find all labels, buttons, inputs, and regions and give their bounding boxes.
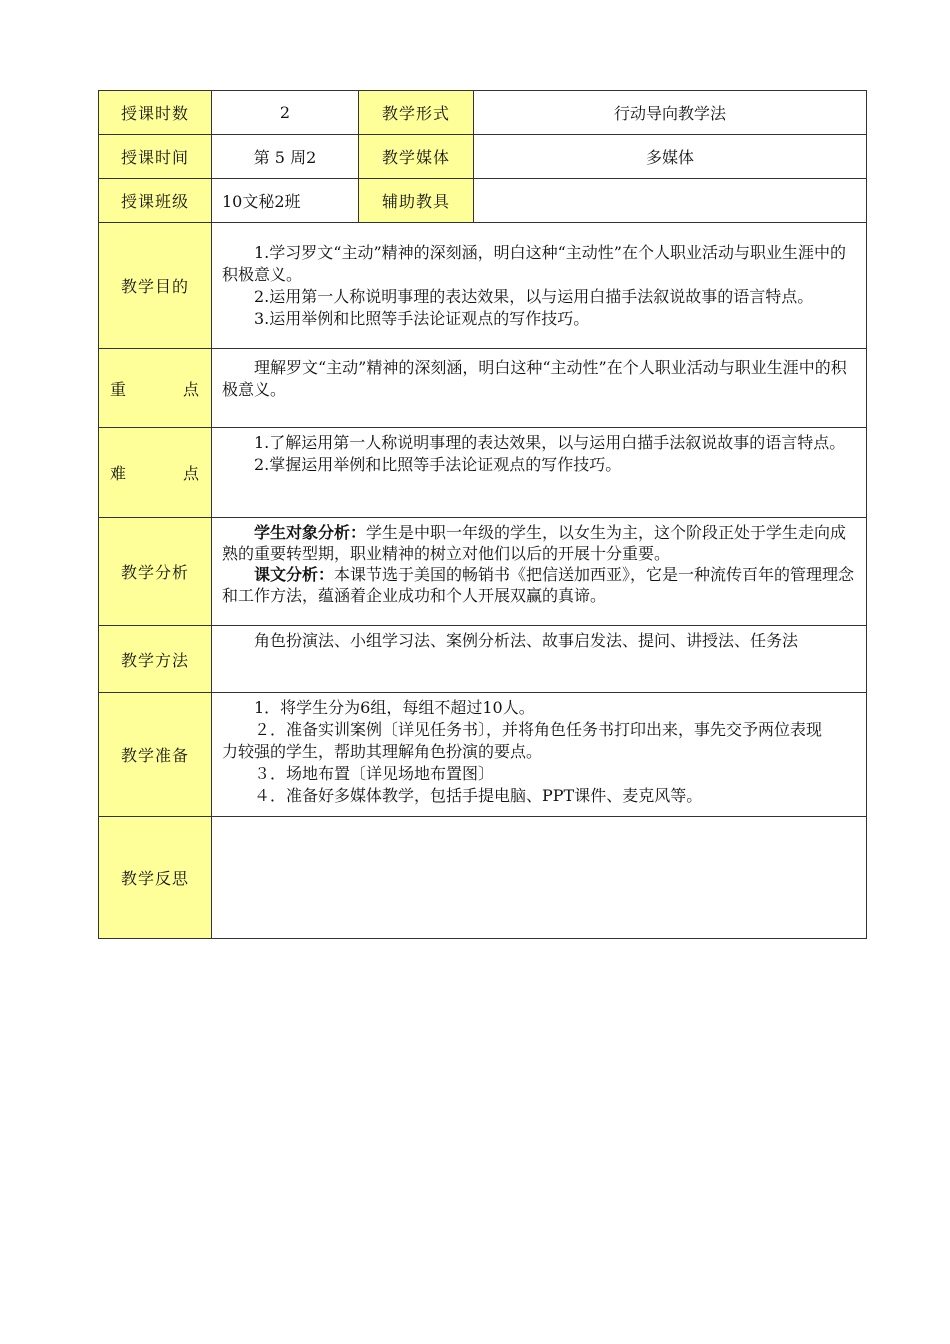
methods-label: 教学方法 xyxy=(99,626,212,693)
key-points-content xyxy=(212,349,867,428)
reflection-content xyxy=(212,817,867,939)
difficulty-item: 2.掌握运用举例和比照等手法论证观点的写作技巧。 xyxy=(254,455,622,474)
text-analysis-text: 本课节选于美国的畅销书《把信送加西亚》，它是一种流传百年的管理理念和工作方法，蕴涵着企业成功和个人开展双赢的真谛。 xyxy=(222,565,855,605)
student-analysis-text: 学生是中职一年级的学生，以女生为主，这个阶段正处于学生走向成熟的重要转型期，职业精神的树立对他们以后的开展十分重要。 xyxy=(222,523,847,563)
objectives-content xyxy=(212,223,867,349)
difficulty-item: 1.了解运用第一人称说明事理的表达效果，以与运用白描手法叙说故事的语言特点。 xyxy=(254,433,846,452)
objectives-label: 教学目的 xyxy=(99,223,212,349)
aids-value xyxy=(474,179,867,223)
reflection-label: 教学反思 xyxy=(99,817,212,939)
form-label: 教学形式 xyxy=(359,91,474,135)
time-label: 授课时间 xyxy=(99,135,212,179)
row-methods xyxy=(99,626,867,693)
aids-label: 辅助教具 xyxy=(359,179,474,223)
methods-text: 角色扮演法、小组学习法、案例分析法、故事启发法、提问、讲授法、任务法 xyxy=(254,631,799,650)
text-analysis xyxy=(222,564,856,606)
preparation-item: ４．准备好多媒体教学，包括手提电脑、PPT课件、麦克风等。 xyxy=(254,786,703,805)
objective-item: 2.运用第一人称说明事理的表达效果，以与运用白描手法叙说故事的语言特点。 xyxy=(254,286,814,306)
row-preparation xyxy=(99,693,867,817)
row-class xyxy=(99,179,867,223)
preparation-content xyxy=(212,693,867,817)
key-points-label: 重 点 xyxy=(99,349,212,428)
text-analysis-title: 课文分析： xyxy=(254,565,335,584)
student-analysis xyxy=(222,522,856,564)
preparation-item: ２．准备实训案例〔详见任务书〕，并将角色任务书打印出来，事先交予两位表现力较强的学生，帮助其理解角色扮演的要点。 xyxy=(222,720,823,761)
analysis-content xyxy=(212,518,867,626)
row-key-points xyxy=(99,349,867,428)
class-value: 10文秘2班 xyxy=(212,179,359,223)
student-analysis-title: 学生对象分析： xyxy=(254,523,367,542)
row-hours xyxy=(99,91,867,135)
preparation-item: ３．场地布置〔详见场地布置图〕 xyxy=(254,764,495,783)
analysis-label: 教学分析 xyxy=(99,518,212,626)
objective-item: 3.运用举例和比照等手法论证观点的写作技巧。 xyxy=(254,308,590,328)
class-label: 授课班级 xyxy=(99,179,212,223)
row-time xyxy=(99,135,867,179)
preparation-item: 1．将学生分为6组，每组不超过10人。 xyxy=(254,698,535,717)
lesson-plan-table xyxy=(98,90,867,939)
preparation-label: 教学准备 xyxy=(99,693,212,817)
time-value: 第 5 周2 xyxy=(212,135,359,179)
hours-label: 授课时数 xyxy=(99,91,212,135)
form-value: 行动导向教学法 xyxy=(474,91,867,135)
row-difficulties xyxy=(99,428,867,518)
media-value: 多媒体 xyxy=(474,135,867,179)
objective-item: 1.学习罗文“主动”精神的深刻涵，明白这种“主动性”在个人职业活动与职业生涯中的积极意义。 xyxy=(222,242,846,284)
key-points-text: 理解罗文“主动”精神的深刻涵，明白这种“主动性”在个人职业活动与职业生涯中的积极意义。 xyxy=(222,358,847,399)
hours-value: 2 xyxy=(212,91,359,135)
difficulties-label: 难 点 xyxy=(99,428,212,518)
row-analysis xyxy=(99,518,867,626)
media-label: 教学媒体 xyxy=(359,135,474,179)
row-reflection xyxy=(99,817,867,939)
row-objectives xyxy=(99,223,867,349)
difficulties-content xyxy=(212,428,867,518)
methods-content xyxy=(212,626,867,693)
